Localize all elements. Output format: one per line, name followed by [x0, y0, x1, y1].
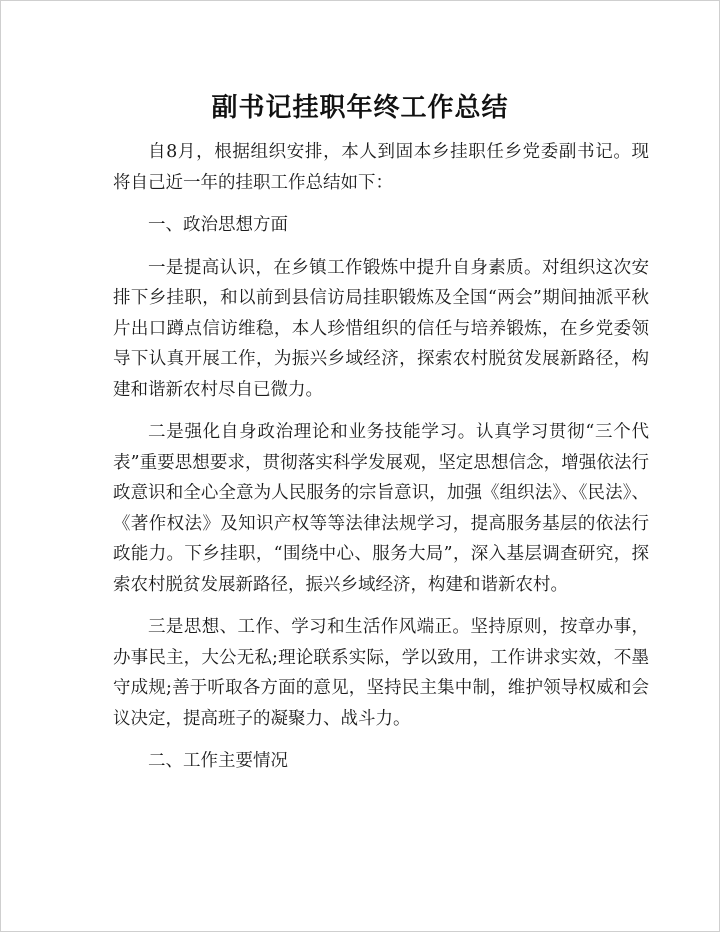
paragraph-point-three: 三是思想、工作、学习和生活作风端正。坚持原则，按章办事，办事民主，大公无私;理论联系实际，学以致用，工作讲求实效，不墨守成规;善于听取各方面的意见，坚持民主集中制，维护领导权威和会议决定，提高班子的凝聚力、战斗力。	[113, 617, 649, 729]
paragraph-point-two: 二是强化自身政治理论和业务技能学习。认真学习贯彻“三个代表”重要思想要求，贯彻落实科学发展观，坚定思想信念，增强依法行政意识和全心全意为人民服务的宗旨意识，加强《组织法》、《民法》、《著作权法》及知识产权等等法律法规学习，提高服务基层的依法行政能力。下乡挂职，“围绕中心、服务大局”，深入基层调查研究，探索农村脱贫发展新路径，振兴乡域经济，构建和谐新农村。	[113, 422, 649, 595]
section-heading-political: 一、政治思想方面	[148, 215, 288, 235]
paragraph-point-one: 一是提高认识，在乡镇工作锻炼中提升自身素质。对组织这次安排下乡挂职，和以前到县信访局挂职锻炼及全国“两会”期间抽派平秋片出口蹲点信访维稳，本人珍惜组织的信任与培养锻炼，在乡党委领导下认真开展工作，为振兴乡域经济，探索农村脱贫发展新路径，构建和谐新农村尽自已微力。	[113, 257, 649, 400]
section-heading-work: 二、工作主要情况	[148, 751, 288, 771]
intro-paragraph: 自8月，根据组织安排，本人到固本乡挂职任乡党委副书记。现将自己近一年的挂职工作总结如下：	[113, 142, 649, 193]
document-body	[113, 137, 649, 789]
document-title: 副书记挂职年终工作总结	[211, 93, 509, 123]
